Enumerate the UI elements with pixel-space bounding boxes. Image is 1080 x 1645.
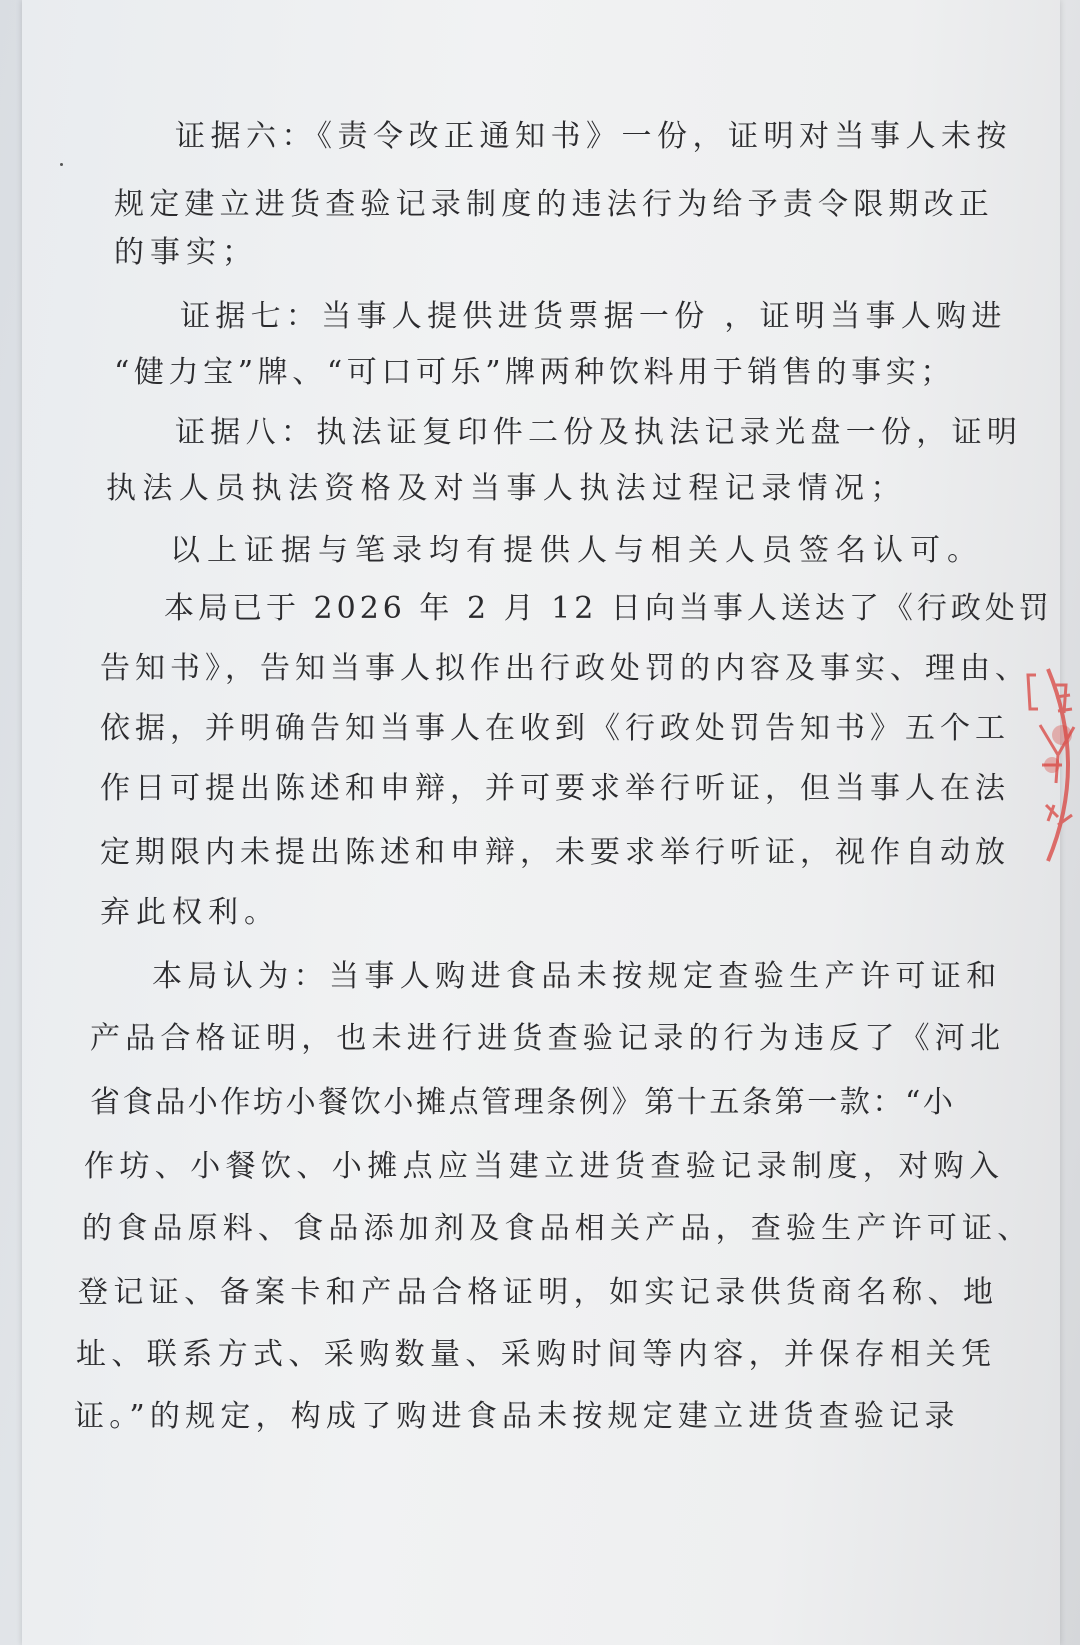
text-line: 的事实； — [114, 235, 258, 270]
text-line: 弃此权利。 — [100, 895, 280, 930]
text-line: 省食品小作坊小餐饮小摊点管理条例》第十五条第一款：“小 — [90, 1085, 956, 1120]
ink-speck — [60, 163, 63, 166]
red-seal-stamp — [1018, 665, 1080, 865]
text-line: 证据七：当事人提供进货票据一份 ，证明当事人购进 — [180, 299, 1007, 334]
text-line: 登记证、备案卡和产品合格证明，如实记录供货商名称、地 — [78, 1275, 999, 1310]
text-line: 产品合格证明，也未进行进货查验记录的行为违反了《河北 — [90, 1021, 1006, 1056]
text-line: 证据六：《责令改正通知书》一份，证明对当事人未按 — [175, 119, 1012, 154]
text-line: “健力宝”牌、“可口可乐”牌两种饮料用于销售的事实； — [114, 355, 955, 390]
text-line: 本局已于 2026 年 2 月 12 日向当事人送达了《行政处罚 — [164, 591, 1053, 626]
text-line: 以上证据与笔录均有提供人与相关人员签名认可。 — [170, 533, 984, 568]
text-line: 执法人员执法资格及对当事人执法过程记录情况； — [106, 471, 907, 506]
text-line: 作日可提出陈述和申辩，并可要求举行听证，但当事人在法 — [100, 771, 1010, 806]
text-line: 的食品原料、食品添加剂及食品相关产品，查验生产许可证、 — [82, 1211, 1033, 1246]
text-line: 作坊、小餐饮、小摊点应当建立进货查验记录制度，对购入 — [84, 1149, 1005, 1184]
text-line: 证据八：执法证复印件二份及执法记录光盘一份，证明 — [175, 415, 1023, 450]
text-line: 址、联系方式、采购数量、采购时间等内容，并保存相关凭 — [76, 1337, 997, 1372]
seal-fragment-icon — [1018, 665, 1080, 865]
text-line: 证。”的规定，构成了购进食品未按规定建立进货查验记录 — [74, 1399, 960, 1434]
text-line: 告知书》，告知当事人拟作出行政处罚的内容及事实、理由、 — [100, 651, 1030, 686]
text-line: 依据，并明确告知当事人在收到《行政处罚告知书》五个工 — [100, 711, 1010, 746]
text-line: 规定建立进货查验记录制度的违法行为给予责令限期改正 — [114, 187, 994, 222]
text-line: 定期限内未提出陈述和申辩，未要求举行听证，视作自动放 — [100, 835, 1010, 870]
document-page — [22, 0, 1060, 1645]
text-line: 本局认为：当事人购进食品未按规定查验生产许可证和 — [152, 959, 1002, 994]
